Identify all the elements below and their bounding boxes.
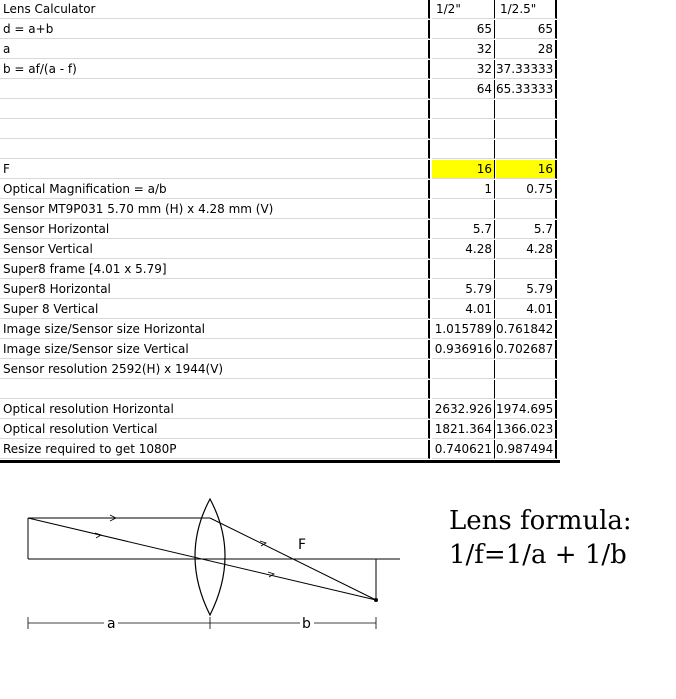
column-header-2-5-inch[interactable]: 1/2.5" bbox=[496, 0, 557, 19]
cell-half-inch[interactable]: 2632.926 bbox=[432, 400, 495, 419]
cell-2-5-inch[interactable] bbox=[496, 120, 557, 139]
table-row bbox=[0, 380, 560, 400]
row-label[interactable]: Image size/Sensor size Horizontal bbox=[0, 320, 430, 339]
cell-half-inch[interactable]: 4.01 bbox=[432, 300, 495, 319]
cell-half-inch[interactable] bbox=[432, 380, 495, 399]
table-row bbox=[0, 440, 560, 460]
cell-half-inch[interactable]: 1 bbox=[432, 180, 495, 199]
cell-half-inch[interactable]: 0.936916 bbox=[432, 340, 495, 359]
convex-lens bbox=[195, 499, 225, 615]
table-row bbox=[0, 80, 560, 100]
cell-half-inch[interactable] bbox=[432, 100, 495, 119]
cell-half-inch[interactable] bbox=[432, 140, 495, 159]
row-label[interactable] bbox=[0, 120, 430, 139]
header-row bbox=[0, 0, 560, 20]
cell-2-5-inch[interactable]: 0.75 bbox=[496, 180, 557, 199]
cell-2-5-inch[interactable]: 1974.695 bbox=[496, 400, 557, 419]
row-label[interactable]: F bbox=[0, 160, 430, 179]
formula-equation: 1/f=1/a + 1/b bbox=[449, 540, 627, 570]
table-row bbox=[0, 220, 560, 240]
row-label[interactable] bbox=[0, 100, 430, 119]
column-header-half-inch[interactable]: 1/2" bbox=[432, 0, 495, 19]
row-label[interactable]: Sensor Horizontal bbox=[0, 220, 430, 239]
cell-2-5-inch[interactable]: 65.33333 bbox=[496, 80, 557, 99]
cell-2-5-inch[interactable]: 16 bbox=[496, 160, 557, 179]
cell-half-inch[interactable]: 4.28 bbox=[432, 240, 495, 259]
cell-2-5-inch[interactable]: 4.28 bbox=[496, 240, 557, 259]
distance-a-label: a bbox=[107, 616, 116, 632]
table-row bbox=[0, 420, 560, 440]
table-row bbox=[0, 340, 560, 360]
cell-2-5-inch[interactable]: 0.761842 bbox=[496, 320, 557, 339]
table-row bbox=[0, 20, 560, 40]
table-row bbox=[0, 40, 560, 60]
cell-2-5-inch[interactable]: 65 bbox=[496, 20, 557, 39]
row-label[interactable]: Sensor Vertical bbox=[0, 240, 430, 259]
cell-half-inch[interactable]: 32 bbox=[432, 40, 495, 59]
row-label[interactable] bbox=[0, 80, 430, 99]
cell-half-inch[interactable]: 0.740621 bbox=[432, 440, 495, 459]
row-label[interactable]: Super 8 Vertical bbox=[0, 300, 430, 319]
formula-title: Lens formula: bbox=[449, 506, 632, 536]
cell-half-inch[interactable]: 5.7 bbox=[432, 220, 495, 239]
cell-2-5-inch[interactable]: 5.79 bbox=[496, 280, 557, 299]
cell-half-inch[interactable] bbox=[432, 260, 495, 279]
cell-half-inch[interactable]: 64 bbox=[432, 80, 495, 99]
distance-b-label: b bbox=[302, 616, 311, 632]
row-label[interactable]: a bbox=[0, 40, 430, 59]
row-label[interactable] bbox=[0, 380, 430, 399]
row-label[interactable]: Optical Magnification = a/b bbox=[0, 180, 430, 199]
cell-half-inch[interactable]: 1821.364 bbox=[432, 420, 495, 439]
row-label[interactable]: Sensor MT9P031 5.70 mm (H) x 4.28 mm (V) bbox=[0, 200, 430, 219]
image-point bbox=[374, 598, 378, 602]
table-row bbox=[0, 280, 560, 300]
cell-half-inch[interactable]: 32 bbox=[432, 60, 495, 79]
cell-2-5-inch[interactable]: 0.987494 bbox=[496, 440, 557, 459]
cell-half-inch[interactable] bbox=[432, 360, 495, 379]
table-row bbox=[0, 120, 560, 140]
cell-half-inch[interactable]: 5.79 bbox=[432, 280, 495, 299]
row-label[interactable]: Super8 Horizontal bbox=[0, 280, 430, 299]
sheet-title[interactable]: Lens Calculator bbox=[0, 0, 430, 19]
cell-2-5-inch[interactable] bbox=[496, 380, 557, 399]
row-label[interactable]: Optical resolution Horizontal bbox=[0, 400, 430, 419]
row-label[interactable]: Sensor resolution 2592(H) x 1944(V) bbox=[0, 360, 430, 379]
cell-half-inch[interactable]: 65 bbox=[432, 20, 495, 39]
cell-2-5-inch[interactable] bbox=[496, 200, 557, 219]
table-row bbox=[0, 140, 560, 160]
focal-label: F bbox=[298, 537, 307, 553]
cell-2-5-inch[interactable]: 28 bbox=[496, 40, 557, 59]
sheet-bottom-border bbox=[0, 460, 560, 463]
cell-2-5-inch[interactable]: 37.33333 bbox=[496, 60, 557, 79]
table-row bbox=[0, 200, 560, 220]
cell-2-5-inch[interactable] bbox=[496, 360, 557, 379]
cell-2-5-inch[interactable]: 1366.023 bbox=[496, 420, 557, 439]
lens-formula bbox=[449, 504, 632, 572]
cell-2-5-inch[interactable] bbox=[496, 260, 557, 279]
table-row bbox=[0, 360, 560, 380]
cell-half-inch[interactable]: 1.015789 bbox=[432, 320, 495, 339]
cell-half-inch[interactable] bbox=[432, 120, 495, 139]
table-row bbox=[0, 400, 560, 420]
row-label[interactable]: Image size/Sensor size Vertical bbox=[0, 340, 430, 359]
row-label[interactable]: Resize required to get 1080P bbox=[0, 440, 430, 459]
cell-2-5-inch[interactable]: 5.7 bbox=[496, 220, 557, 239]
lens-diagram bbox=[0, 485, 440, 655]
cell-2-5-inch[interactable]: 0.702687 bbox=[496, 340, 557, 359]
table-row bbox=[0, 240, 560, 260]
table-row bbox=[0, 160, 560, 180]
row-label[interactable]: d = a+b bbox=[0, 20, 430, 39]
cell-2-5-inch[interactable] bbox=[496, 140, 557, 159]
row-label[interactable] bbox=[0, 140, 430, 159]
cell-2-5-inch[interactable] bbox=[496, 100, 557, 119]
table-row bbox=[0, 100, 560, 120]
table-row bbox=[0, 300, 560, 320]
row-label[interactable]: Super8 frame [4.01 x 5.79] bbox=[0, 260, 430, 279]
table-row bbox=[0, 260, 560, 280]
table-row bbox=[0, 60, 560, 80]
cell-half-inch[interactable] bbox=[432, 200, 495, 219]
row-label[interactable]: Optical resolution Vertical bbox=[0, 420, 430, 439]
cell-2-5-inch[interactable]: 4.01 bbox=[496, 300, 557, 319]
cell-half-inch[interactable]: 16 bbox=[432, 160, 495, 179]
table-row bbox=[0, 180, 560, 200]
row-label[interactable]: b = af/(a - f) bbox=[0, 60, 430, 79]
table-row bbox=[0, 320, 560, 340]
